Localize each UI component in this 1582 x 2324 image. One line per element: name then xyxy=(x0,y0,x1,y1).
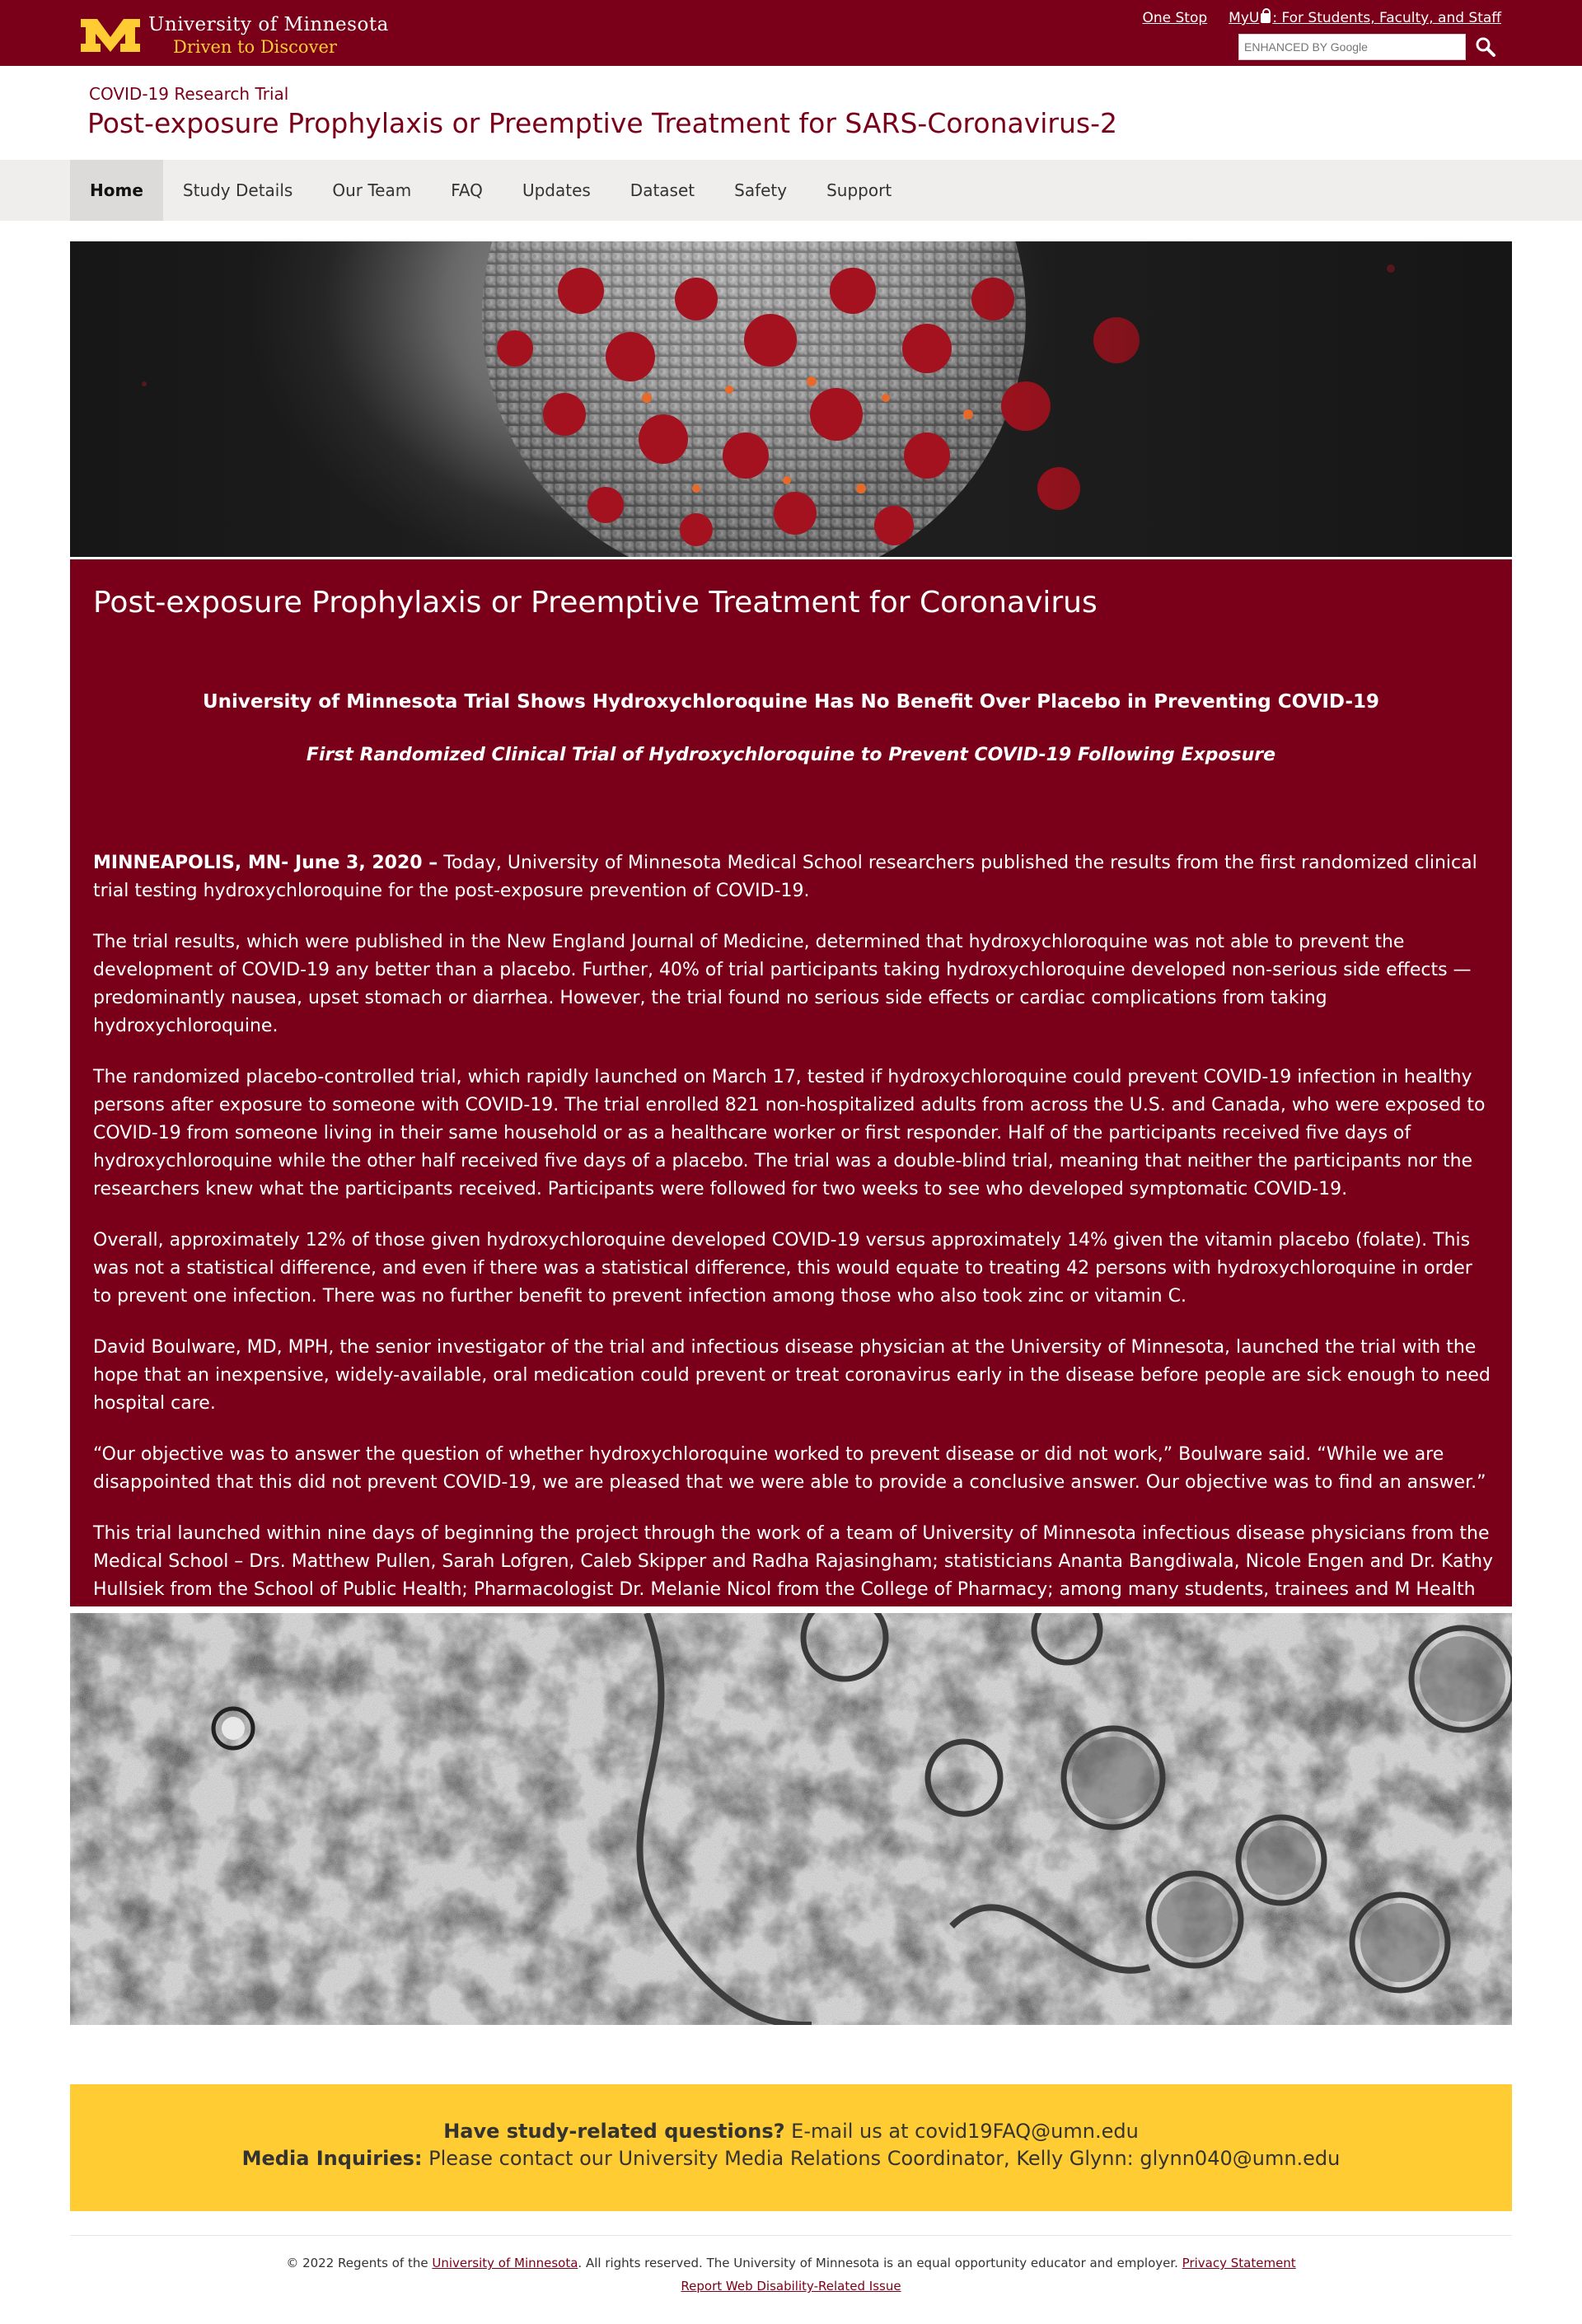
top-bar xyxy=(0,0,1582,66)
media-text: Please contact our University Media Relations Coordinator, Kelly Glynn: glynn040@umn.edu xyxy=(422,2147,1341,2170)
one-stop-link[interactable]: One Stop xyxy=(1142,10,1208,26)
micrograph-image xyxy=(70,1613,1512,2025)
site-kicker[interactable]: COVID-19 Research Trial xyxy=(89,84,289,104)
myu-link[interactable] xyxy=(1229,10,1501,26)
dateline: MINNEAPOLIS, MN- June 3, 2020 – xyxy=(93,853,438,873)
paragraph-1-text: Today, University of Minnesota Medical School researchers published the results from the first randomized clinical trial testing hydroxychloroquine for the post-exposure prevention of COVID-19. xyxy=(93,853,1477,901)
university-link[interactable]: University of Minnesota xyxy=(432,2256,578,2270)
nav-item-faq[interactable]: FAQ xyxy=(451,180,483,200)
site-title[interactable]: Post-exposure Prophylaxis or Preemptive Treatment for SARS-Coronavirus-2 xyxy=(87,107,1118,139)
copyright-prefix: © 2022 Regents of the xyxy=(286,2256,433,2270)
paragraph-5: David Boulware, MD, MPH, the senior investigator of the trial and infectious disease physician at the University of Minnesota, launched the trial with the hope that an inexpensive, widely-available, oral medication could prevent or treat coronavirus early in the disease before people are sick enough to need hospital care. xyxy=(93,1337,1491,1414)
questions-text: E-mail us at covid19FAQ@umn.edu xyxy=(784,2120,1139,2143)
press-body xyxy=(93,849,1494,1655)
report-disability-issue-link[interactable]: Report Web Disability-Related Issue xyxy=(681,2279,901,2294)
copyright-suffix: . All rights reserved. The University of Minnesota is an equal opportunity educator and employer. xyxy=(578,2256,1182,2270)
questions-line xyxy=(70,2120,1512,2143)
media-line xyxy=(70,2147,1512,2170)
press-subhead: First Randomized Clinical Trial of Hydroxychloroquine to Prevent COVID-19 Following Exposure xyxy=(306,745,1276,765)
university-logo[interactable] xyxy=(79,13,389,58)
block-m-icon xyxy=(79,16,142,55)
hero-image xyxy=(70,241,1512,557)
nav-item-study-details[interactable]: Study Details xyxy=(182,180,293,200)
nav-item-support[interactable]: Support xyxy=(826,180,892,200)
electron-micrograph xyxy=(70,1613,1512,2025)
myu-prefix: MyU xyxy=(1229,10,1260,26)
main-nav xyxy=(0,160,1582,221)
search-input[interactable] xyxy=(1238,34,1466,60)
hero-vignette xyxy=(70,241,1512,557)
questions-label: Have study-related questions? xyxy=(443,2120,785,2143)
site-header xyxy=(0,66,1582,160)
main-content xyxy=(70,559,1512,1606)
footer-copyright xyxy=(0,2256,1582,2270)
myu-suffix: : For Students, Faculty, and Staff xyxy=(1272,10,1501,26)
contact-box xyxy=(70,2084,1512,2211)
paragraph-3: The randomized placebo-controlled trial, which rapidly launched on March 17, tested if hydroxychloroquine could prevent COVID-19 infection in healthy persons after exposure to someone with COVID-19. The trial enrolled 821 non-hospitalized adults from across the U.S. and Canada, who were exposed to COVID-19 from someone living in their same household or as a healthcare worker or first responder. Half of the participants received five days of hydroxychloroquine while the other half received five days of a placebo. The trial was a double-blind trial, meaning that neither the participants nor the researchers knew what the participants received. Participants were followed for two weeks to see who developed symptomatic COVID-19. xyxy=(93,1067,1486,1199)
footer xyxy=(0,2256,1582,2294)
main-heading: Post-exposure Prophylaxis or Preemptive Treatment for Coronavirus xyxy=(93,586,1098,620)
paragraph-7: This trial launched within nine days of beginning the project through the work of a team of University of Minnesota infectious disease physicians from the Medical School – Drs. Matthew Pullen, Sarah Lofgren, Caleb Skipper and Radha Rajasingham; statisticians Ananta Bangdiwala, Nicole Engen and Dr. Kathy Hullsiek from the School of Public Health; Pharmacologist Dr. Melanie Nicol from the College of Pharmacy; among many students, trainees and M Health xyxy=(93,1523,1494,1600)
media-label: Media Inquiries: xyxy=(241,2147,423,2170)
footer-divider xyxy=(70,2235,1512,2236)
privacy-statement-link[interactable]: Privacy Statement xyxy=(1182,2256,1296,2270)
search-button[interactable] xyxy=(1469,34,1502,60)
lock-icon xyxy=(1261,13,1271,23)
paragraph-4: Overall, approximately 12% of those given hydroxychloroquine developed COVID-19 versus approximately 14% given the vitamin placebo (folate). This was not a statistical difference, and even if there was a statistical difference, this would equate to treating 42 persons with hydroxychloroquine in order to prevent one infection. There was no further benefit to prevent infection among those who also took zinc or vitamin C. xyxy=(93,1230,1472,1307)
nav-item-home[interactable]: Home xyxy=(70,160,163,221)
paragraph-2: The trial results, which were published in the New England Journal of Medicine, determined that hydroxychloroquine was not able to prevent the development of COVID-19 any better than a placebo. Further, 40% of trial participants taking hydroxychloroquine developed non-serious side effects — predominantly nausea, upset stomach or diarrhea. However, the trial found no serious side effects or cardiac complications from taking hydroxychloroquine. xyxy=(93,932,1472,1036)
university-name: University of Minnesota xyxy=(148,14,389,35)
nav-item-dataset[interactable]: Dataset xyxy=(630,180,695,200)
search-icon xyxy=(1475,36,1496,58)
paragraph-6: “Our objective was to answer the question of whether hydroxychloroquine worked to prevent disease or did not work,” Boulware said. “While we are disappointed that this did not prevent COVID-19, we are pleased that we were able to provide a conclusive answer. Our objective was to find an answer.” xyxy=(93,1444,1486,1493)
tagline: Driven to Discover xyxy=(173,37,337,57)
nav-item-updates[interactable]: Updates xyxy=(522,180,591,200)
paragraph-1 xyxy=(93,849,1494,905)
nav-item-our-team[interactable]: Our Team xyxy=(332,180,412,200)
press-headline: University of Minnesota Trial Shows Hydroxychloroquine Has No Benefit Over Placebo in Preventing COVID-19 xyxy=(202,691,1380,713)
nav-item-safety[interactable]: Safety xyxy=(734,180,788,200)
